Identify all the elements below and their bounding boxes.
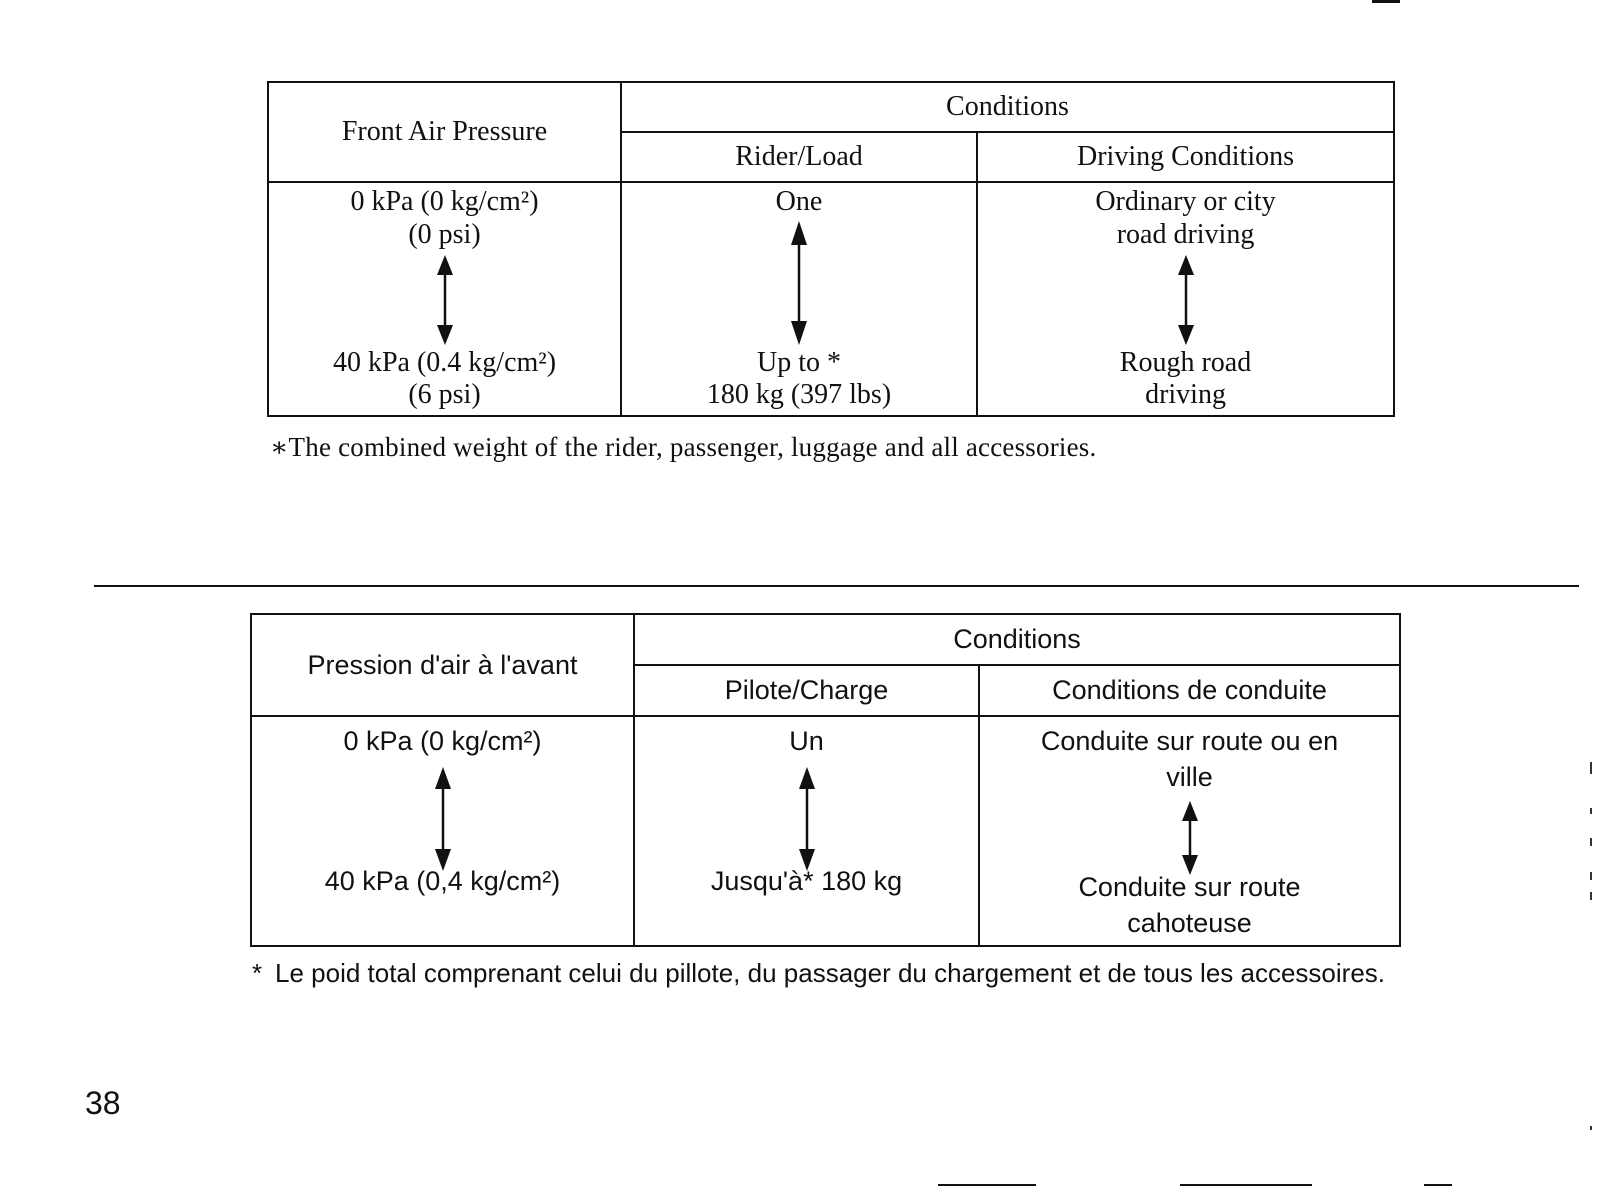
bottom-edge-mark <box>1424 1184 1452 1186</box>
conduite-low-line2: ville <box>1166 762 1213 792</box>
pilote-charge-range-cell <box>634 716 979 946</box>
driving-conditions-range-cell <box>977 182 1394 416</box>
pilote-charge-header <box>634 665 979 716</box>
rider-load-range-cell <box>621 182 977 416</box>
front-air-pressure-label: Front Air Pressure <box>341 116 548 147</box>
english-footnote: ∗The combined weight of the rider, passenger, luggage and all accessories. <box>270 432 1097 462</box>
edge-tick <box>1590 1126 1592 1130</box>
top-edge-mark <box>1372 0 1400 3</box>
pression-high-value: 40 kPa (0,4 kg/cm²) <box>324 866 561 896</box>
page-number: 38 <box>85 1085 121 1121</box>
footnote-marker: * <box>252 958 263 988</box>
double-arrow-icon <box>1176 255 1196 345</box>
conditions-label: Conditions <box>953 624 1081 654</box>
double-arrow-icon <box>1180 801 1200 875</box>
rider-load-high-value: 180 kg (397 lbs) <box>706 379 892 410</box>
french-footnote-text: Le poid total comprenant celui du pillote, du passager du chargement et de tous les accessoires. <box>275 958 1386 988</box>
rider-load-header <box>621 132 977 182</box>
pressure-range-cell <box>268 182 621 416</box>
driving-low-line2: road driving <box>1116 219 1255 250</box>
double-arrow-icon <box>789 221 809 345</box>
edge-tick <box>1590 838 1592 846</box>
edge-tick <box>1590 892 1592 900</box>
double-arrow-icon <box>797 767 817 871</box>
conditions-conduite-label: Conditions de conduite <box>1052 675 1327 705</box>
pressure-high-psi: (6 psi) <box>408 379 481 410</box>
pilote-charge-low: Un <box>789 726 824 756</box>
section-divider <box>94 585 1579 587</box>
bottom-edge-mark <box>1180 1184 1312 1186</box>
pilote-charge-high: Jusqu'à* 180 kg <box>710 866 903 896</box>
driving-high-line1: Rough road <box>1119 347 1252 378</box>
driving-low-line1: Ordinary or city <box>1095 186 1276 217</box>
conduite-low-line1: Conduite sur route ou en <box>1040 726 1339 756</box>
driving-conditions-label: Driving Conditions <box>1077 141 1295 172</box>
pression-air-header <box>251 614 634 716</box>
pressure-high-value: 40 kPa (0.4 kg/cm²) <box>332 347 557 378</box>
driving-high-line2: driving <box>1145 379 1226 410</box>
front-air-pressure-header <box>268 82 621 182</box>
rider-load-high-label: Up to * <box>757 347 841 378</box>
driving-conditions-header <box>977 132 1394 182</box>
conditions-header <box>621 82 1394 132</box>
double-arrow-icon <box>433 767 453 871</box>
edge-tick <box>1590 872 1592 880</box>
conduite-high-line2: cahoteuse <box>1127 908 1252 938</box>
rider-load-label: Rider/Load <box>735 141 863 172</box>
double-arrow-icon <box>435 255 455 345</box>
pressure-low-value: 0 kPa (0 kg/cm²) <box>350 186 539 217</box>
conduite-high-line1: Conduite sur route <box>1078 872 1301 902</box>
pressure-low-psi: (0 psi) <box>408 219 481 250</box>
pression-range-cell <box>251 716 634 946</box>
pilote-charge-label: Pilote/Charge <box>724 675 889 705</box>
conditions-conduite-header <box>979 665 1400 716</box>
english-pressure-table <box>267 81 1395 417</box>
conditions-header <box>634 614 1400 665</box>
pression-air-label: Pression d'air à l'avant <box>307 649 578 680</box>
edge-tick <box>1590 762 1592 774</box>
bottom-edge-mark <box>938 1184 1036 1186</box>
conditions-conduite-range-cell <box>979 716 1400 946</box>
french-pressure-table <box>250 613 1401 947</box>
conditions-label: Conditions <box>946 91 1069 122</box>
edge-tick <box>1590 808 1592 814</box>
pression-low-value: 0 kPa (0 kg/cm²) <box>343 726 542 756</box>
french-footnote <box>252 956 1402 991</box>
rider-load-low: One <box>775 186 823 217</box>
